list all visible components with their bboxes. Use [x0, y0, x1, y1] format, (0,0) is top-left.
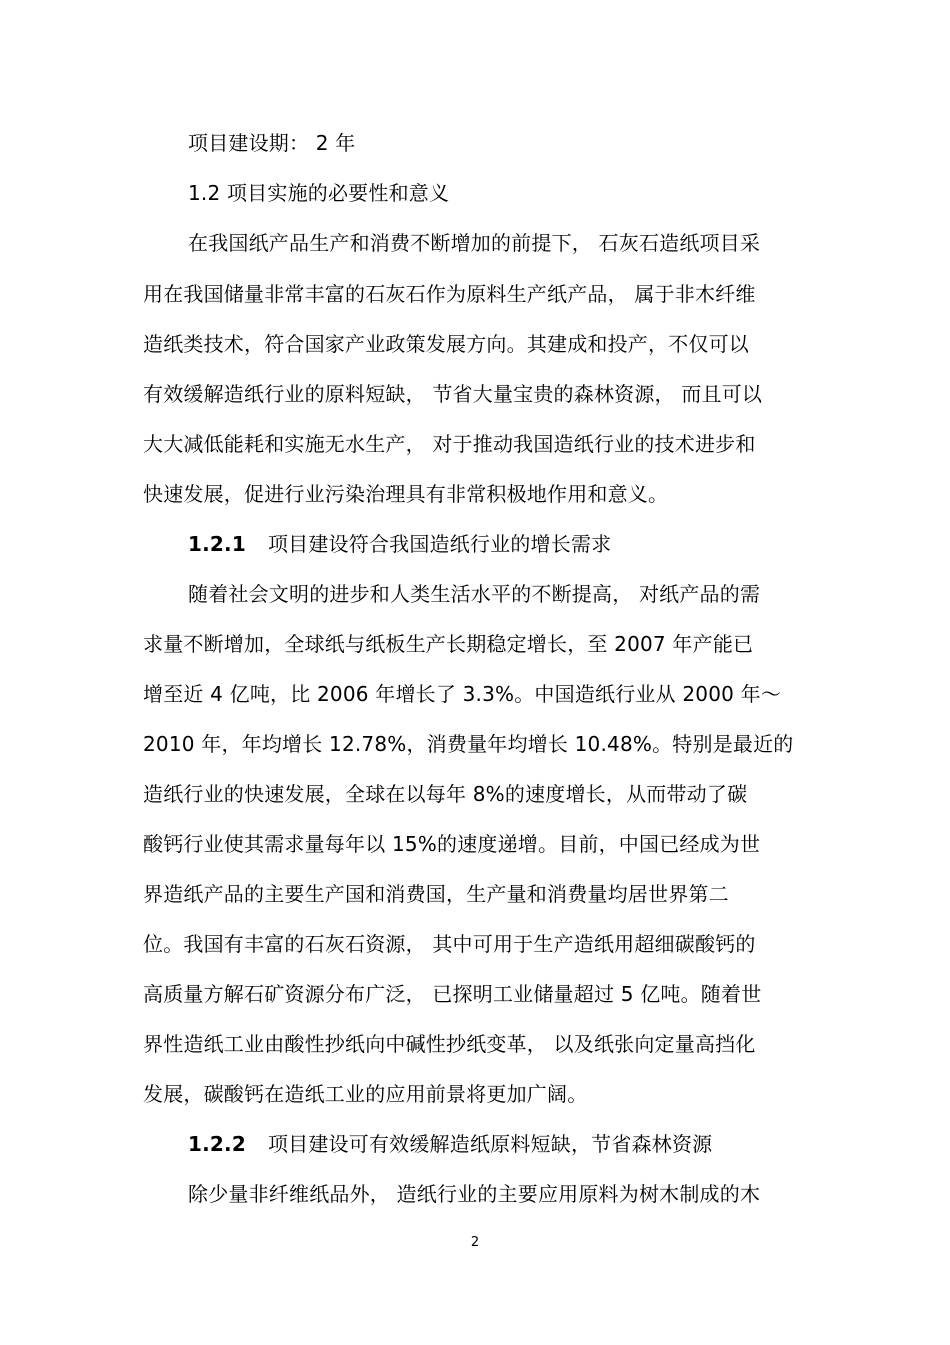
section-heading-1-2-1 [188, 531, 611, 557]
paragraph-line: 用在我国储量非常丰富的石灰石作为原料生产纸产品， 属于非木纤维 [143, 282, 756, 306]
paragraph-line: 发展，碳酸钙在造纸工业的应用前景将更加广阔。 [143, 1082, 588, 1106]
paragraph-line: 大大减低能耗和实施无水生产， 对于推动我国造纸行业的技术进步和 [143, 432, 756, 456]
paragraph-line: 除少量非纤维纸品外， 造纸行业的主要应用原料为树木制成的木 [188, 1182, 761, 1206]
paragraph-line: 求量不断增加，全球纸与纸板生产长期稳定增长，至 2007 年产能已 [143, 632, 754, 656]
heading-number: 1.2.2 [188, 1132, 246, 1156]
page-number: 2 [470, 1235, 480, 1250]
heading-title: 项目建设符合我国造纸行业的增长需求 [267, 532, 612, 556]
paragraph-line: 2010 年，年均增长 12.78%，消费量年均增长 10.48%。特别是最近的 [143, 732, 794, 756]
paragraph-line: 界性造纸工业由酸性抄纸向中碱性抄纸变革， 以及纸张向定量高挡化 [143, 1032, 756, 1056]
heading-number: 1.2.1 [188, 532, 246, 556]
paragraph-line: 酸钙行业使其需求量每年以 15%的速度递增。目前，中国已经成为世 [143, 832, 761, 856]
paragraph-line: 造纸类技术，符合国家产业政策发展方向。其建成和投产，不仅可以 [143, 332, 749, 356]
paragraph-line: 位。我国有丰富的石灰石资源， 其中可用于生产造纸用超细碳酸钙的 [143, 932, 756, 956]
paragraph-line: 随着社会文明的进步和人类生活水平的不断提高， 对纸产品的需 [188, 582, 761, 606]
paragraph-line: 快速发展，促进行业污染治理具有非常积极地作用和意义。 [143, 482, 669, 506]
paragraph-line: 增至近 4 亿吨，比 2006 年增长了 3.3%。中国造纸行业从 2000 年～ [143, 682, 782, 706]
section-heading-1-2: 1.2 项目实施的必要性和意义 [188, 181, 450, 205]
paragraph-line: 高质量方解石矿资源分布广泛， 已探明工业储量超过 5 亿吨。随着世 [143, 982, 762, 1006]
paragraph-line: 界造纸产品的主要生产国和消费国，生产量和消费量均居世界第二 [143, 882, 729, 906]
construction-period-line: 项目建设期： 2 年 [188, 131, 356, 155]
paragraph-line: 有效缓解造纸行业的原料短缺， 节省大量宝贵的森林资源， 而且可以 [143, 382, 763, 406]
section-heading-1-2-2 [188, 1131, 712, 1157]
heading-title: 项目建设可有效缓解造纸原料短缺，节省森林资源 [267, 1132, 713, 1156]
paragraph-line: 在我国纸产品生产和消费不断增加的前提下， 石灰石造纸项目采 [188, 231, 761, 255]
paragraph-line: 造纸行业的快速发展，全球在以每年 8%的速度增长，从而带动了碳 [143, 782, 748, 806]
